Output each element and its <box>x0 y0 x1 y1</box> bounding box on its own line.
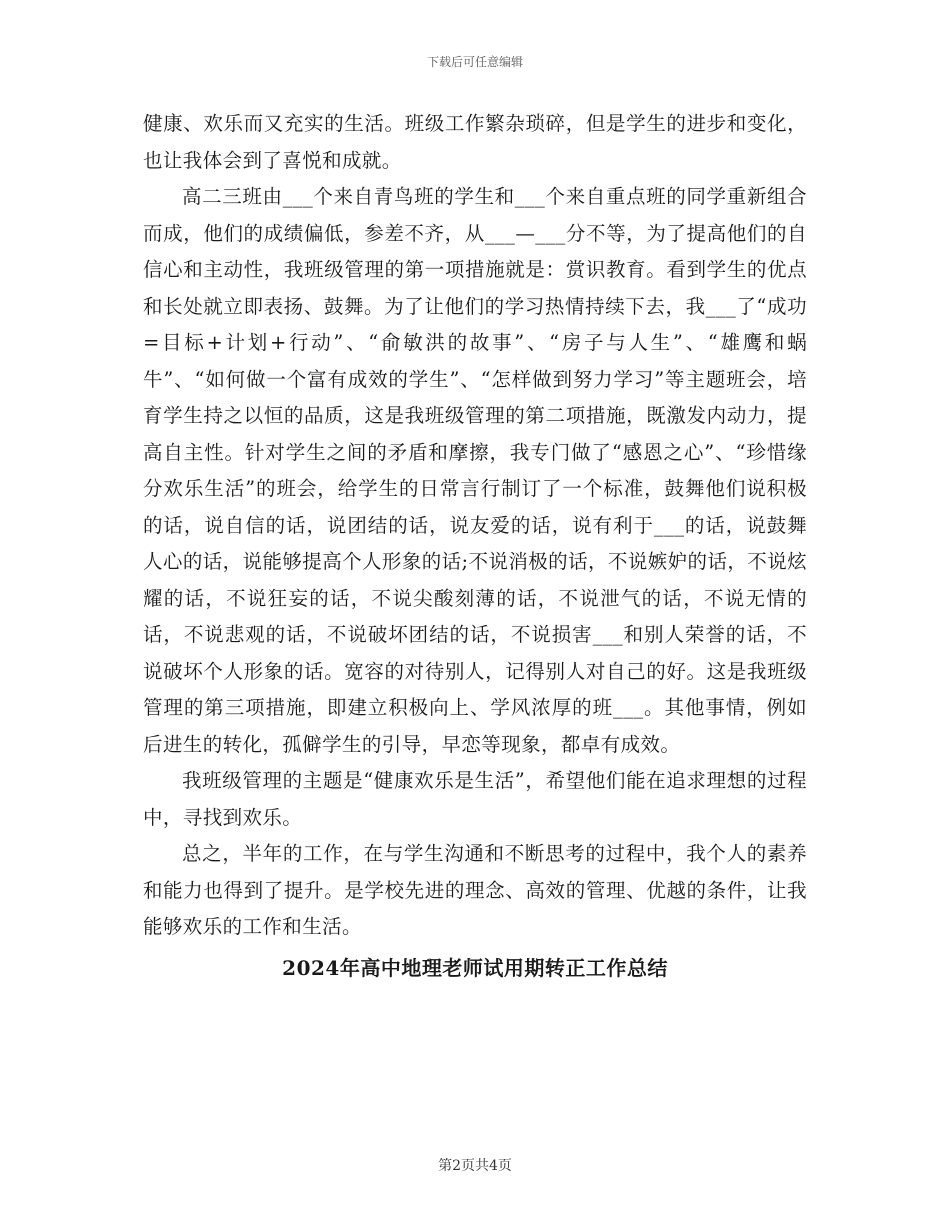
paragraph-3: 我班级管理的主题是“健康欢乐是生活”，希望他们能在追求理想的过程中，寻找到欢乐。 <box>143 769 807 829</box>
paragraph-4: 总之，半年的工作，在与学生沟通和不断思考的过程中，我个人的素养和能力也得到了提升。是学校先进的理念、高效的管理、优越的条件，让我能够欢乐的工作和生活。 <box>143 842 807 938</box>
paragraph-2: 高二三班由___个来自青鸟班的学生和___个来自重点班的同学重新组合而成，他们的成绩偏低，参差不齐，从___—___分不等，为了提高他们的自信心和主动性，我班级管理的第一项措施就是：赏识教育。看到学生的优点和长处就立即表扬、鼓舞。为了让他们的学习热情持续下去，我___了“成功=目标+计划+行动”、“俞敏洪的故事”、“房子与人生”、“雄鹰和蜗牛”、“如何做一个富有成效的学生”、“怎样做到努力学习”等主题班会，培育学生持之以恒的品质，这是我班级管理的第二项措施，既激发内动力，提高自主性。针对学生之间的矛盾和摩擦，我专门做了“感恩之心”、“珍惜缘分欢乐生活”的班会，给学生的日常言行制订了一个标准，鼓舞他们说积极的话，说自信的话，说团结的话，说友爱的话，说有利于___的话，说鼓舞人心的话，说能够提高个人形象的话;不说消极的话，不说嫉妒的话，不说炫耀的话，不说狂妄的话，不说尖酸刻薄的话，不说泄气的话，不说无情的话，不说悲观的话，不说破坏团结的话，不说损害___和别人荣誉的话，不说破坏个人形象的话。宽容的对待别人，记得别人对自己的好。这是我班级管理的第三项措施，即建立积极向上、学风浓厚的班___。其他事情，例如后进生的转化，孤僻学生的引导，早恋等现象，都卓有成效。 <box>143 185 807 756</box>
document-body <box>143 106 807 988</box>
section-title: 2024年高中地理老师试用期转正工作总结 <box>282 955 668 980</box>
page-number: 第2页共4页 <box>438 1158 512 1174</box>
paragraph-1: 健康、欢乐而又充实的生活。班级工作繁杂琐碎，但是学生的进步和变化，也让我体会到了喜悦和成就。 <box>143 112 807 172</box>
header-note: 下载后可任意编辑 <box>426 55 523 69</box>
